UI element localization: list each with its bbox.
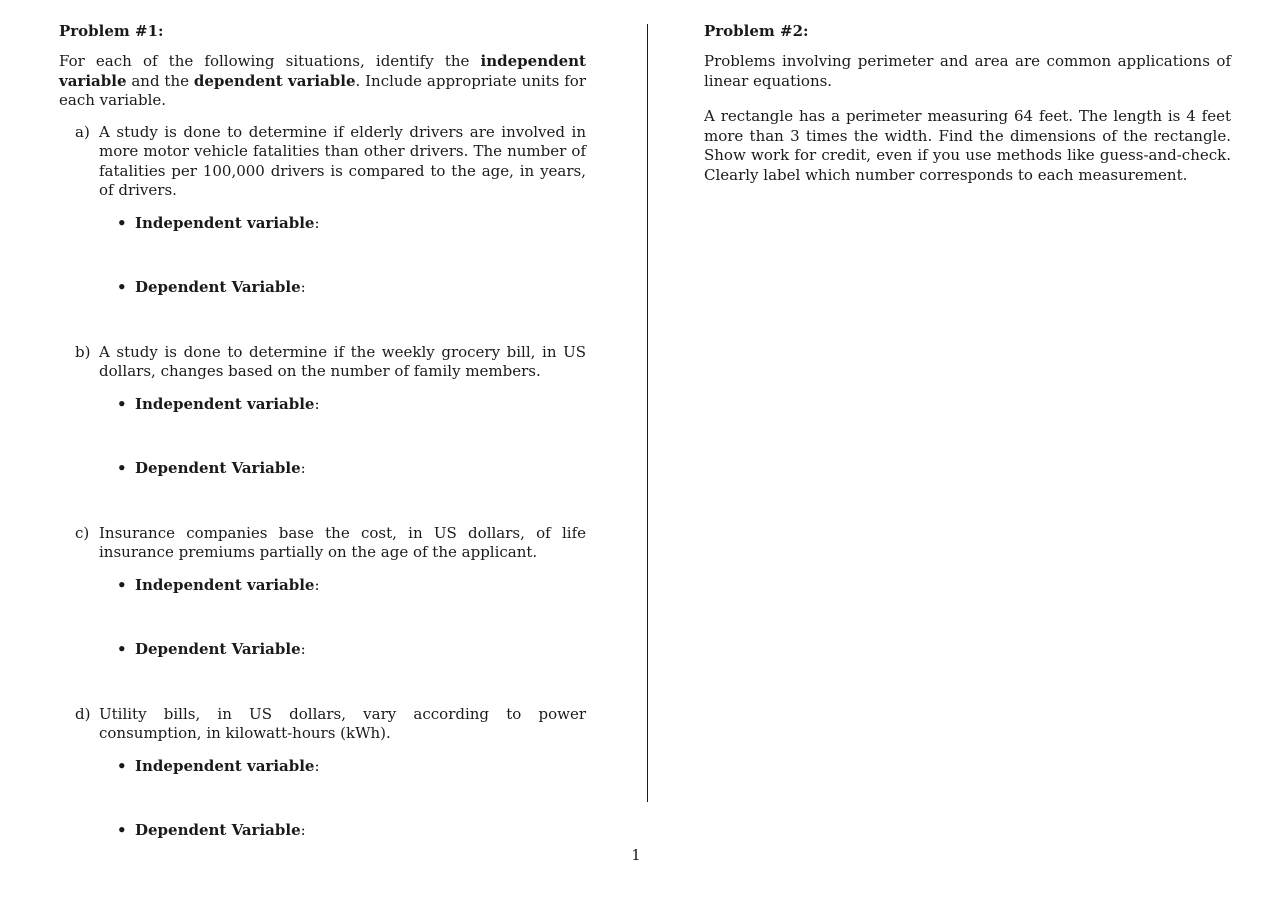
independent-label: Independent variable <box>135 213 315 232</box>
colon: : <box>300 458 306 477</box>
colon: : <box>314 213 320 232</box>
intro-bold-independent: independent variable <box>59 52 586 90</box>
page-number: 1 <box>631 846 641 864</box>
colon: : <box>314 394 320 413</box>
independent-label: Independent variable <box>135 394 315 413</box>
item-label: d) <box>75 704 91 723</box>
item-label: a) <box>75 122 90 141</box>
problem-1-column <box>59 20 586 840</box>
item-text: Utility bills, in US dollars, vary according to power consumption, in kilowatt-hours (kWh). <box>99 704 586 742</box>
intro-text-1: For each of the following situations, identify the <box>59 52 481 70</box>
independent-variable-prompt <box>59 394 586 414</box>
answer-space <box>59 478 586 524</box>
answer-space <box>59 659 586 705</box>
independent-variable-prompt <box>59 756 586 776</box>
problem-2-paragraph-1: Problems involving perimeter and area are common applications of linear equations. <box>704 52 1231 90</box>
dependent-label: Dependent Variable <box>135 458 301 477</box>
answer-space <box>59 414 586 458</box>
problem-2-column <box>704 20 1231 185</box>
problem-2-heading: Problem #2: <box>704 22 809 40</box>
bullet-icon: • <box>117 394 127 413</box>
bullet-icon: • <box>117 756 127 775</box>
bullet-icon: • <box>117 458 127 477</box>
independent-label: Independent variable <box>135 575 315 594</box>
dependent-variable-prompt <box>59 639 586 659</box>
colon: : <box>314 575 320 594</box>
problem-1-item-d <box>59 705 586 744</box>
bullet-icon: • <box>117 820 127 839</box>
dependent-variable-prompt <box>59 820 586 840</box>
dependent-label: Dependent Variable <box>135 277 301 296</box>
answer-space <box>59 595 586 639</box>
bullet-icon: • <box>117 639 127 658</box>
independent-variable-prompt <box>59 213 586 233</box>
column-divider <box>647 24 648 802</box>
dependent-variable-prompt <box>59 277 586 297</box>
dependent-label: Dependent Variable <box>135 820 301 839</box>
problem-1-item-b <box>59 343 586 382</box>
independent-variable-prompt <box>59 575 586 595</box>
item-text: A study is done to determine if elderly drivers are involved in more motor vehicle fatalities than other drivers. The number of fatalities per 100,000 drivers is compared to the age, in years, of drivers. <box>99 122 586 199</box>
bullet-icon: • <box>117 277 127 296</box>
dependent-label: Dependent Variable <box>135 639 301 658</box>
answer-space <box>59 297 586 343</box>
dependent-variable-prompt <box>59 458 586 478</box>
item-text: A study is done to determine if the weekly grocery bill, in US dollars, changes based on the number of family members. <box>99 342 586 380</box>
answer-space <box>59 233 586 277</box>
colon: : <box>300 820 306 839</box>
intro-text-2: and the <box>126 71 194 90</box>
item-label: c) <box>75 523 90 542</box>
answer-space <box>59 776 586 820</box>
colon: : <box>300 277 306 296</box>
problem-1-heading: Problem #1: <box>59 22 164 40</box>
colon: : <box>300 639 306 658</box>
problem-1-item-c <box>59 524 586 563</box>
problem-2-paragraph-2: A rectangle has a perimeter measuring 64 feet. The length is 4 feet more than 3 times the width. Find the dimensions of the rectangle. Show work for credit, even if you use methods like guess-and-check. Clearly label which number corresponds to each measurement. <box>704 107 1231 184</box>
intro-bold-dependent: dependent variable <box>193 71 356 90</box>
item-text: Insurance companies base the cost, in US dollars, of life insurance premiums partially on the age of the applicant. <box>99 523 586 561</box>
bullet-icon: • <box>117 213 127 232</box>
item-label: b) <box>75 342 91 361</box>
problem-1-intro <box>59 52 586 111</box>
problem-1-item-a <box>59 123 586 201</box>
independent-label: Independent variable <box>135 756 315 775</box>
bullet-icon: • <box>117 575 127 594</box>
colon: : <box>314 756 320 775</box>
intro-text-3: . Include appropriate units for each variable. <box>59 71 586 109</box>
